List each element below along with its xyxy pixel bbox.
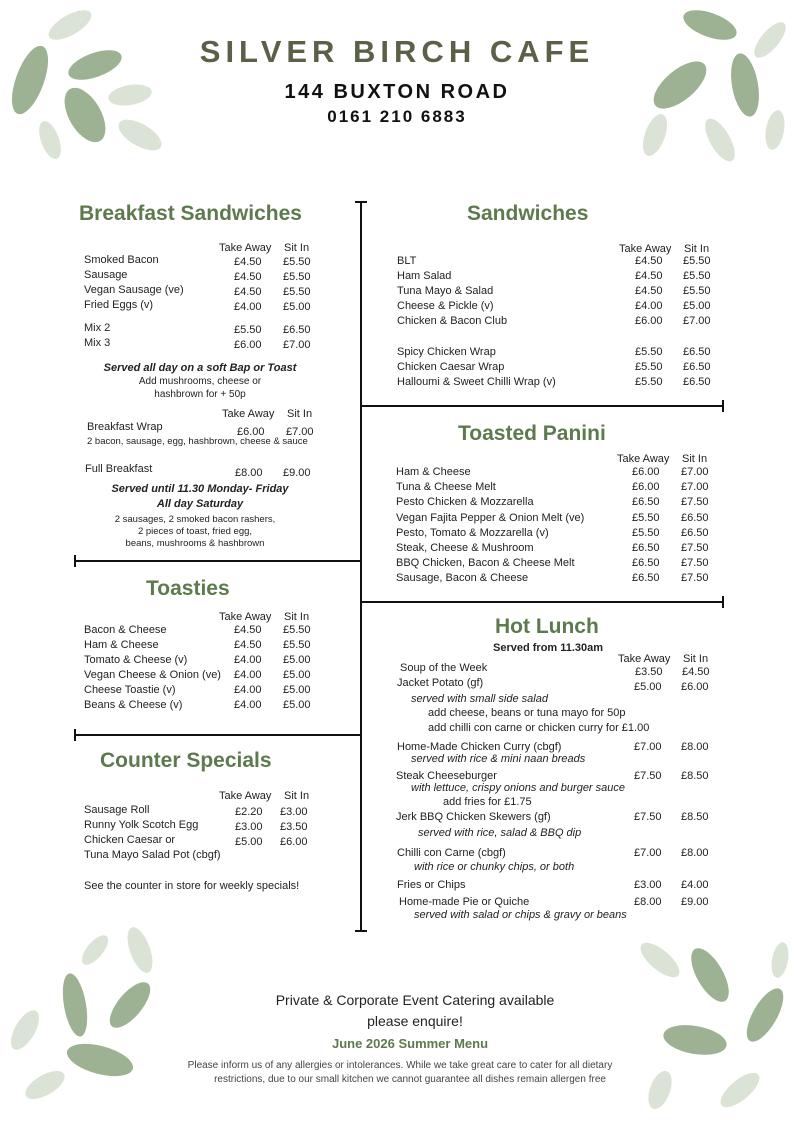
- sit-in-price: £6.00: [681, 681, 709, 693]
- menu-item-name: BLT: [397, 255, 417, 267]
- sit-in-price: £6.50: [683, 346, 711, 358]
- take-away-price: £5.50: [635, 361, 663, 373]
- take-away-price: £4.50: [234, 271, 262, 283]
- sit-in-header: Sit In: [284, 611, 310, 623]
- cafe-name: SILVER BIRCH CAFE: [199, 34, 595, 69]
- toasties-title: Toasties: [146, 577, 230, 600]
- menu-item-name: Smoked Bacon: [84, 254, 159, 266]
- sit-in-price: £6.50: [681, 511, 709, 524]
- take-away-price: £7.50: [634, 770, 662, 782]
- take-away-price: £7.00: [634, 741, 662, 753]
- menu-item-name: Ham Salad: [397, 270, 452, 282]
- full-breakfast-desc-2: 2 pieces of toast, fried egg,: [137, 526, 253, 537]
- menu-item-name: Vegan Fajita Pepper & Onion Melt (ve): [396, 511, 585, 524]
- divider-left-2: [75, 734, 362, 736]
- take-away-price: £3.50: [635, 666, 663, 678]
- menu-item-note: with rice or chunky chips, or both: [414, 861, 575, 873]
- sit-in-header: Sit In: [287, 408, 313, 420]
- breakfast-add-line-2: hashbrown for + 50p: [154, 389, 246, 400]
- take-away-price: £4.50: [234, 639, 262, 651]
- sit-in-price: £5.50: [683, 285, 711, 297]
- divider-cap-top: [355, 201, 367, 203]
- take-away-price: £2.20: [235, 806, 263, 818]
- take-away-price: £5.50: [234, 324, 262, 336]
- menu-item-name: Runny Yolk Scotch Egg: [84, 819, 199, 831]
- take-away-price: £6.50: [632, 557, 660, 570]
- sit-in-price: £6.50: [683, 361, 711, 373]
- take-away-price: £4.50: [635, 285, 663, 297]
- menu-item-name: Cheese Toastie (v): [84, 684, 176, 696]
- sit-in-price: £6.50: [283, 324, 311, 336]
- take-away-price: £4.50: [635, 270, 663, 282]
- take-away-price: £5.00: [235, 836, 263, 848]
- take-away-price: £7.00: [634, 847, 662, 859]
- take-away-price: £5.50: [632, 511, 660, 524]
- menu-item-name: Full Breakfast: [85, 463, 153, 475]
- take-away-price: £4.00: [234, 684, 262, 696]
- breakfast-served-note: Served all day on a soft Bap or Toast: [103, 362, 297, 374]
- menu-item-name: Fries or Chips: [397, 879, 466, 891]
- sit-in-price: £7.50: [681, 572, 709, 585]
- menu-item-name: Tomato & Cheese (v): [84, 654, 188, 666]
- take-away-price: £5.50: [635, 346, 663, 358]
- full-breakfast-note-1: Served until 11.30 Monday- Friday: [111, 483, 289, 495]
- take-away-price: £6.50: [632, 542, 660, 554]
- sit-in-price: £9.00: [283, 467, 311, 479]
- sit-in-price: £5.50: [683, 255, 711, 267]
- take-away-header: Take Away: [618, 653, 671, 665]
- hot-lunch-subtitle: Served from 11.30am: [493, 642, 604, 654]
- sit-in-price: £4.00: [681, 879, 709, 891]
- menu-item-name: Sausage Roll: [84, 804, 150, 816]
- sit-in-price: £5.50: [283, 256, 311, 268]
- take-away-price: £6.50: [632, 572, 660, 585]
- cafe-address: 144 BUXTON ROAD: [284, 81, 510, 103]
- counter-specials-title: Counter Specials: [100, 749, 272, 772]
- sit-in-price: £6.00: [280, 836, 308, 848]
- counter-specials-footer: See the counter in store for weekly specials!: [84, 880, 300, 892]
- take-away-header: Take Away: [222, 408, 275, 420]
- full-breakfast-desc-1: 2 sausages, 2 smoked bacon rashers,: [114, 514, 276, 525]
- divider-right-1-cap: [722, 400, 724, 412]
- sit-in-price: £5.50: [683, 270, 711, 282]
- menu-item-name: Chilli con Carne (cbgf): [397, 847, 506, 859]
- sit-in-price: £5.50: [283, 271, 311, 283]
- sit-in-price: £5.50: [283, 624, 311, 636]
- sit-in-header: Sit In: [284, 242, 310, 254]
- divider-left-2-cap: [74, 729, 76, 741]
- take-away-price: £4.00: [635, 300, 663, 312]
- menu-item-note: add cheese, beans or tuna mayo for 50p: [428, 707, 626, 719]
- sit-in-price: £7.00: [681, 481, 709, 494]
- divider-left-1-cap: [74, 555, 76, 567]
- sit-in-price: £5.00: [283, 669, 311, 681]
- sit-in-price: £7.00: [683, 315, 711, 327]
- menu-item-name: Sausage, Bacon & Cheese: [396, 572, 529, 585]
- hot-lunch-title: Hot Lunch: [495, 615, 599, 638]
- menu-item-name: Home-Made Chicken Curry (cbgf): [397, 741, 562, 753]
- sit-in-price: £5.00: [283, 301, 311, 313]
- sit-in-price: £7.00: [286, 426, 314, 438]
- take-away-header: Take Away: [617, 453, 670, 465]
- menu-item-name: Fried Eggs (v): [84, 299, 154, 311]
- menu-item-name: Home-made Pie or Quiche: [399, 896, 530, 908]
- sit-in-price: £8.50: [681, 770, 709, 782]
- menu-item-name: Chicken & Bacon Club: [397, 315, 508, 327]
- breakfast-sandwiches-title: Breakfast Sandwiches: [79, 202, 302, 225]
- menu-item-name: Breakfast Wrap: [87, 421, 163, 433]
- sit-in-price: £5.50: [283, 639, 311, 651]
- menu-item-name: Jerk BBQ Chicken Skewers (gf): [396, 811, 551, 823]
- menu-item-note: served with rice & mini naan breads: [411, 753, 586, 765]
- menu-item-note: served with rice, salad & BBQ dip: [418, 827, 582, 839]
- menu-item-note: with lettuce, crispy onions and burger sauce: [411, 782, 626, 794]
- menu-item-name: Tuna Mayo Salad Pot (cbgf): [84, 849, 221, 861]
- menu-item-name: Chicken Caesar or: [84, 834, 176, 846]
- take-away-price: £4.50: [234, 624, 262, 636]
- take-away-price: £5.00: [634, 681, 662, 693]
- sit-in-header: Sit In: [682, 453, 708, 465]
- sit-in-price: £6.50: [681, 526, 709, 539]
- take-away-price: £4.00: [234, 669, 262, 681]
- menu-item-name: Mix 2: [84, 322, 111, 334]
- take-away-price: £6.00: [237, 426, 265, 438]
- cafe-phone: 0161 210 6883: [327, 107, 467, 126]
- menu-item-name: BBQ Chicken, Bacon & Cheese Melt: [396, 557, 575, 570]
- take-away-price: £4.50: [234, 286, 262, 298]
- menu-item-name: Cheese & Pickle (v): [397, 300, 494, 312]
- menu-item-name: Soup of the Week: [400, 662, 488, 674]
- menu-item-note: served with salad or chips & gravy or beans: [414, 909, 627, 921]
- sit-in-header: Sit In: [284, 790, 310, 802]
- divider-right-2-cap: [722, 596, 724, 608]
- sit-in-price: £7.50: [681, 542, 709, 554]
- take-away-header: Take Away: [219, 242, 272, 254]
- sit-in-price: £7.50: [681, 496, 709, 509]
- sit-in-price: £5.50: [283, 286, 311, 298]
- breakfast-add-line-1: Add mushrooms, cheese or: [138, 376, 262, 387]
- menu-item-note: add chilli con carne or chicken curry for £1.00: [428, 722, 650, 734]
- menu-edition: June 2026 Summer Menu: [331, 1036, 489, 1051]
- take-away-price: £4.00: [234, 699, 262, 711]
- sit-in-price: £7.50: [681, 557, 709, 570]
- allergy-notice-2: restrictions, due to our small kitchen we cannot guarantee all dishes remain allergen free: [214, 1074, 606, 1085]
- take-away-price: £4.00: [234, 654, 262, 666]
- take-away-price: £6.00: [234, 339, 262, 351]
- take-away-price: £3.00: [235, 821, 263, 833]
- menu-item-name: Sausage: [84, 269, 128, 281]
- menu-item-name: Halloumi & Sweet Chilli Wrap (v): [397, 376, 556, 388]
- menu-item-note: add fries for £1.75: [443, 796, 532, 808]
- divider-right-2: [360, 601, 724, 603]
- menu-item-description: 2 bacon, sausage, egg, hashbrown, cheese & sauce: [87, 436, 308, 447]
- take-away-price: £6.00: [632, 466, 660, 478]
- take-away-price: £4.50: [234, 256, 262, 268]
- menu-item-name: Vegan Sausage (ve): [84, 284, 184, 296]
- allergy-notice-1: Please inform us of any allergies or intolerances. While we take great care to cater for all dietary: [187, 1060, 613, 1071]
- vertical-divider: [360, 201, 362, 932]
- sit-in-price: £5.00: [283, 684, 311, 696]
- take-away-header: Take Away: [219, 611, 272, 623]
- sit-in-price: £7.00: [283, 339, 311, 351]
- menu-item-name: Ham & Cheese: [84, 639, 159, 651]
- menu-item-name: Vegan Cheese & Onion (ve): [84, 669, 221, 681]
- catering-line-2: please enquire!: [367, 1013, 463, 1029]
- sit-in-price: £4.50: [682, 666, 710, 678]
- take-away-price: £6.00: [635, 315, 663, 327]
- divider-right-1: [360, 405, 724, 407]
- sit-in-header: Sit In: [683, 653, 709, 665]
- take-away-price: £6.50: [632, 496, 660, 509]
- take-away-price: £4.00: [234, 301, 262, 313]
- sit-in-header: Sit In: [684, 243, 710, 255]
- sit-in-price: £3.00: [280, 806, 308, 818]
- menu-item-name: Pesto, Tomato & Mozzarella (v): [396, 526, 549, 539]
- menu-item-name: Tuna & Cheese Melt: [396, 481, 496, 494]
- menu-item-name: Beans & Cheese (v): [84, 699, 183, 711]
- menu-item-name: Tuna Mayo & Salad: [397, 285, 494, 297]
- take-away-price: £8.00: [634, 896, 662, 908]
- take-away-header: Take Away: [219, 790, 272, 802]
- sit-in-price: £8.00: [681, 741, 709, 753]
- take-away-price: £5.50: [635, 376, 663, 388]
- menu-item-name: Jacket Potato (gf): [397, 677, 484, 689]
- full-breakfast-note-2: All day Saturday: [156, 498, 244, 510]
- menu-item-name: Mix 3: [84, 337, 111, 349]
- menu-item-name: Spicy Chicken Wrap: [397, 346, 496, 358]
- sit-in-price: £5.00: [283, 654, 311, 666]
- sit-in-price: £5.00: [683, 300, 711, 312]
- menu-item-name: Steak, Cheese & Mushroom: [396, 542, 534, 554]
- full-breakfast-desc-3: beans, mushrooms & hashbrown: [125, 538, 265, 549]
- sit-in-price: £5.00: [283, 699, 311, 711]
- sandwiches-title: Sandwiches: [467, 202, 589, 225]
- divider-cap-bottom: [355, 930, 367, 932]
- sit-in-price: £8.00: [681, 847, 709, 859]
- divider-left-1: [75, 560, 362, 562]
- toasted-panini-title: Toasted Panini: [458, 422, 606, 445]
- menu-item-name: Chicken Caesar Wrap: [397, 361, 505, 373]
- take-away-price: £4.50: [635, 255, 663, 267]
- menu-item-name: Ham & Cheese: [396, 466, 471, 478]
- catering-line-1: Private & Corporate Event Catering available: [275, 992, 555, 1008]
- menu-item-name: Pesto Chicken & Mozzarella: [396, 496, 534, 509]
- take-away-price: £6.00: [632, 481, 660, 494]
- sit-in-price: £8.50: [681, 811, 709, 823]
- sit-in-price: £3.50: [280, 821, 308, 833]
- take-away-price: £7.50: [634, 811, 662, 823]
- take-away-price: £3.00: [634, 879, 662, 891]
- menu-item-note: served with small side salad: [411, 693, 548, 705]
- take-away-header: Take Away: [619, 243, 672, 255]
- take-away-price: £8.00: [235, 467, 263, 479]
- menu-item-name: Steak Cheeseburger: [396, 770, 497, 782]
- take-away-price: £5.50: [632, 526, 660, 539]
- sit-in-price: £9.00: [681, 896, 709, 908]
- menu-item-name: Bacon & Cheese: [84, 624, 167, 636]
- sit-in-price: £7.00: [681, 466, 709, 478]
- sit-in-price: £6.50: [683, 376, 711, 388]
